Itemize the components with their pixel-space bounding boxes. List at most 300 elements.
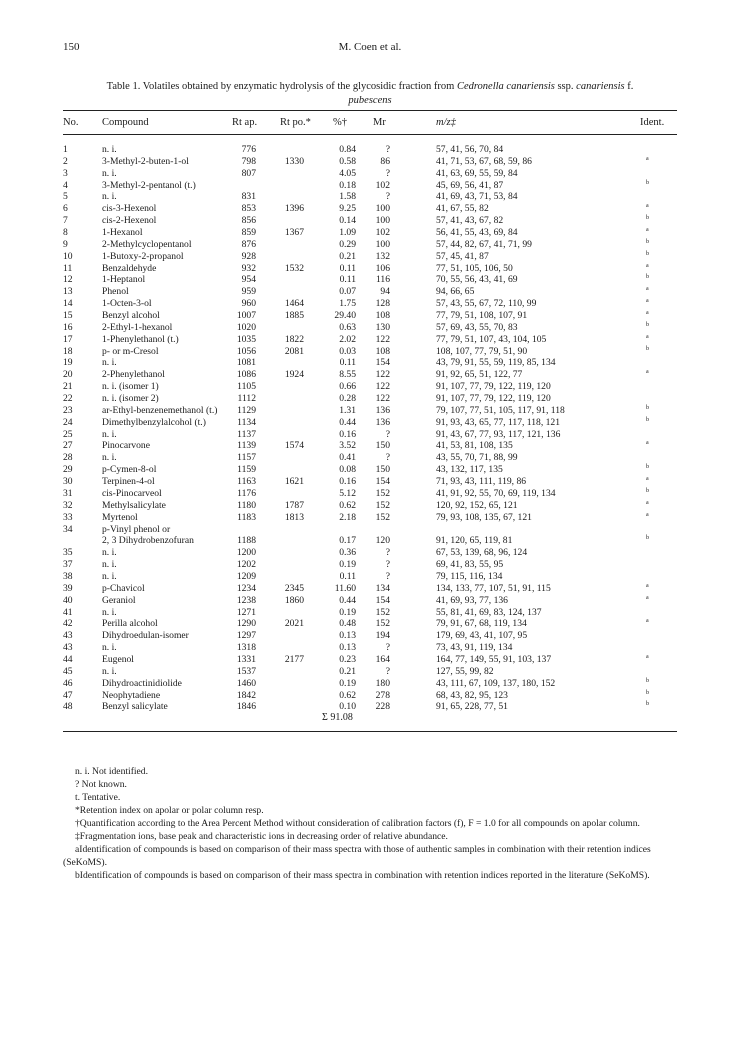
mz-ions: 43, 79, 91, 55, 59, 119, 85, 134	[436, 357, 556, 369]
compound-name: 1-Hexanol	[102, 227, 143, 239]
percent-value: 0.23	[339, 653, 356, 665]
compound-name: p-Vinyl phenol or	[102, 523, 171, 535]
rt-apolar: 1020	[236, 321, 256, 333]
mz-ions: 108, 107, 77, 79, 51, 90	[436, 345, 528, 357]
molecular-mass: 136	[375, 416, 390, 428]
molecular-mass: 128	[375, 298, 390, 310]
row-number: 6	[63, 203, 68, 215]
percent-value: 0.08	[339, 464, 356, 476]
col-compound: Compound	[102, 117, 149, 128]
ident-mark: a	[646, 369, 649, 376]
percent-value: 0.29	[339, 238, 356, 250]
mz-ions: 41, 63, 69, 55, 59, 84	[436, 167, 518, 179]
mz-ions: 41, 53, 81, 108, 135	[436, 440, 513, 452]
row-number: 34	[63, 523, 73, 535]
rt-polar: 1464	[284, 298, 304, 310]
rt-apolar: 1157	[237, 452, 256, 464]
rt-polar: 1396	[284, 203, 304, 215]
rt-apolar: 1139	[237, 440, 256, 452]
molecular-mass: 108	[375, 345, 390, 357]
compound-name: 1-Octen-3-ol	[102, 298, 152, 310]
compound-name: 3-Methyl-2-pentanol (t.)	[102, 179, 196, 191]
table-row	[0, 322, 740, 334]
molecular-mass: 180	[375, 677, 390, 689]
rt-polar: 1330	[284, 155, 304, 167]
table-row	[0, 357, 740, 369]
ident-mark: b	[646, 404, 649, 411]
col-mz: m/z‡	[436, 117, 456, 128]
molecular-mass: 94	[380, 286, 390, 298]
rt-apolar: 798	[241, 155, 256, 167]
row-number: 14	[63, 298, 73, 310]
table-row	[0, 203, 740, 215]
compound-name: 1-Heptanol	[102, 274, 146, 286]
percent-value: 0.18	[339, 179, 356, 191]
row-number: 13	[63, 286, 73, 298]
row-number: 40	[63, 594, 73, 606]
compound-name: n. i.	[102, 452, 117, 464]
mz-ions: 57, 41, 43, 67, 82	[436, 215, 504, 227]
ident-mark: b	[646, 701, 649, 708]
molecular-mass: ?	[385, 570, 390, 582]
ident-mark: b	[646, 238, 649, 245]
table-row	[0, 263, 740, 275]
rt-apolar: 1056	[236, 345, 256, 357]
mz-ions: 41, 69, 43, 71, 53, 84	[436, 191, 518, 203]
table-row	[0, 678, 740, 690]
molecular-mass: 152	[375, 499, 390, 511]
rt-apolar: 1238	[236, 594, 256, 606]
percent-value: 0.48	[339, 618, 356, 630]
mz-ions: 55, 81, 41, 69, 83, 124, 137	[436, 606, 542, 618]
rt-polar: 1787	[284, 499, 304, 511]
mz-ions: 57, 44, 82, 67, 41, 71, 99	[436, 238, 532, 250]
mz-ions: 70, 55, 56, 43, 41, 69	[436, 274, 518, 286]
row-number: 17	[63, 333, 73, 345]
percent-value: 29.40	[334, 310, 356, 322]
ident-mark: a	[646, 440, 649, 447]
rt-apolar: 853	[241, 203, 256, 215]
rt-apolar: 1297	[236, 630, 256, 642]
ident-mark: a	[646, 499, 649, 506]
compound-name: 2-Phenylethanol	[102, 369, 165, 381]
ident-mark: b	[646, 689, 649, 696]
caption-text-2: ssp.	[554, 81, 577, 92]
table-row	[0, 429, 740, 441]
caption-text-3: f.	[624, 81, 634, 92]
table-row	[0, 571, 740, 583]
ident-mark: b	[646, 321, 649, 328]
compound-name: n. i.	[102, 428, 117, 440]
percent-value: 0.63	[339, 321, 356, 333]
rt-polar: 1885	[284, 310, 304, 322]
table-row	[0, 595, 740, 607]
molecular-mass: 150	[375, 464, 390, 476]
compound-name: Eugenol	[102, 653, 134, 665]
row-number: 30	[63, 476, 73, 488]
percent-value: 1.09	[339, 227, 356, 239]
table-row	[0, 405, 740, 417]
rt-apolar: 1183	[237, 511, 256, 523]
molecular-mass: 152	[375, 511, 390, 523]
compound-name: n. i.	[102, 144, 117, 155]
ident-mark: a	[646, 262, 649, 269]
rt-polar: 1621	[284, 476, 304, 488]
ident-mark: b	[646, 274, 649, 281]
mz-ions: 43, 55, 70, 71, 88, 99	[436, 452, 518, 464]
rt-apolar: 1188	[237, 535, 256, 547]
row-number: 47	[63, 689, 73, 701]
percent-value: 0.36	[339, 547, 356, 559]
ident-mark: a	[646, 155, 649, 162]
footnote: n. i. Not identified.	[75, 766, 149, 777]
percent-value: 0.62	[339, 499, 356, 511]
caption-subspecies: canariensis	[576, 81, 625, 92]
caption-forma: pubescens	[348, 95, 392, 106]
compound-name: cis-2-Hexenol	[102, 215, 157, 227]
compound-name: n. i.	[102, 547, 117, 559]
mz-ions: 79, 107, 77, 51, 105, 117, 91, 118	[436, 404, 565, 416]
mz-ions: 69, 41, 83, 55, 95	[436, 559, 504, 571]
rt-polar: 1532	[284, 262, 304, 274]
mz-ions: 77, 79, 51, 108, 107, 91	[436, 310, 528, 322]
mz-ions: 91, 65, 228, 77, 51	[436, 701, 508, 713]
rt-apolar: 1202	[236, 559, 256, 571]
row-number: 46	[63, 677, 73, 689]
footnotes	[63, 765, 677, 882]
percent-value: 0.16	[339, 476, 356, 488]
compound-name: Neophytadiene	[102, 689, 161, 701]
table-row	[0, 642, 740, 654]
percent-value: 0.11	[339, 262, 356, 274]
mz-ions: 77, 51, 105, 106, 50	[436, 262, 513, 274]
percent-value: 0.03	[339, 345, 356, 357]
row-number: 2	[63, 155, 68, 167]
rt-apolar: 1209	[236, 570, 256, 582]
row-number: 38	[63, 570, 73, 582]
caption-text: Table 1. Volatiles obtained by enzymatic hydrolysis of the glycosidic fraction from	[106, 81, 457, 92]
molecular-mass: 86	[380, 155, 390, 167]
row-number: 8	[63, 227, 68, 239]
table-row	[0, 500, 740, 512]
table-row	[0, 535, 740, 547]
ident-mark: a	[646, 298, 649, 305]
row-number: 48	[63, 701, 73, 713]
molecular-mass: ?	[385, 665, 390, 677]
compound-name: 2-Methylcyclopentanol	[102, 238, 192, 250]
rt-apolar: 954	[241, 274, 256, 286]
row-number: 29	[63, 464, 73, 476]
molecular-mass: 120	[375, 535, 390, 547]
compound-name: Terpinen-4-ol	[102, 476, 155, 488]
compound-name: Perilla alcohol	[102, 618, 158, 630]
row-number: 1	[63, 144, 68, 155]
row-number: 27	[63, 440, 73, 452]
compound-name: p- or m-Cresol	[102, 345, 159, 357]
ident-mark: b	[646, 464, 649, 471]
rt-apolar: 1331	[236, 653, 256, 665]
col-no: No.	[63, 117, 79, 128]
compound-name: n. i.	[102, 167, 117, 179]
ident-mark: b	[646, 179, 649, 186]
table-row	[0, 452, 740, 464]
table-row	[0, 334, 740, 346]
rt-apolar: 1234	[236, 582, 256, 594]
row-number: 31	[63, 487, 73, 499]
row-number: 20	[63, 369, 73, 381]
rt-polar: 1924	[284, 369, 304, 381]
row-number: 12	[63, 274, 73, 286]
rt-apolar: 1271	[236, 606, 256, 618]
molecular-mass: 194	[375, 630, 390, 642]
rt-apolar: 1318	[236, 642, 256, 654]
mz-ions: 57, 45, 41, 87	[436, 250, 489, 262]
mz-ions: 73, 43, 91, 119, 134	[436, 642, 513, 654]
rt-apolar: 1846	[236, 701, 256, 713]
percent-value: 11.60	[334, 582, 356, 594]
molecular-mass: 228	[375, 701, 390, 713]
rt-apolar: 959	[241, 286, 256, 298]
row-number: 33	[63, 511, 73, 523]
compound-name: n. i.	[102, 642, 117, 654]
ident-mark: a	[646, 618, 649, 625]
footnote: ? Not known.	[75, 779, 127, 790]
rt-apolar: 859	[241, 227, 256, 239]
rt-apolar: 928	[241, 250, 256, 262]
rt-apolar: 960	[241, 298, 256, 310]
row-number: 43	[63, 642, 73, 654]
ident-mark: a	[646, 582, 649, 589]
table-row	[0, 191, 740, 203]
table-row	[0, 464, 740, 476]
row-number: 39	[63, 582, 73, 594]
mz-ions: 68, 43, 82, 95, 123	[436, 689, 508, 701]
table-row	[0, 168, 740, 180]
rt-apolar: 1105	[237, 381, 256, 393]
percent-value: 0.14	[339, 215, 356, 227]
ident-mark: b	[646, 345, 649, 352]
table-row	[0, 251, 740, 263]
table-row	[0, 239, 740, 251]
mz-ions: 79, 91, 67, 68, 119, 134	[436, 618, 527, 630]
ident-mark: b	[646, 677, 649, 684]
molecular-mass: 152	[375, 606, 390, 618]
ident-mark: b	[646, 250, 649, 257]
mz-ions: 91, 92, 65, 51, 122, 77	[436, 369, 523, 381]
mz-ions: 67, 53, 139, 68, 96, 124	[436, 547, 528, 559]
percent-value: 0.13	[339, 642, 356, 654]
percent-value: 0.19	[339, 559, 356, 571]
percent-value: 0.11	[339, 274, 356, 286]
rt-polar: 2177	[284, 653, 304, 665]
compound-name: Dihydroactinidiolide	[102, 677, 182, 689]
mz-ions: 79, 93, 108, 135, 67, 121	[436, 511, 532, 523]
percent-value: 2.02	[339, 333, 356, 345]
molecular-mass: 122	[375, 393, 390, 405]
table-row	[0, 144, 740, 156]
rt-apolar: 1163	[237, 476, 256, 488]
rt-apolar: 1537	[236, 665, 256, 677]
compound-name: p-Cymen-8-ol	[102, 464, 157, 476]
mz-ions: 45, 69, 56, 41, 87	[436, 179, 504, 191]
rt-apolar: 776	[241, 144, 256, 155]
footnote: aIdentification of compounds is based on comparison of their mass spectra with those of authentic samples in combination with their retention indices (SeKoMS).	[63, 844, 651, 868]
percent-value: 0.62	[339, 689, 356, 701]
table-row	[0, 286, 740, 298]
ident-mark: b	[646, 535, 649, 542]
ident-mark: a	[646, 594, 649, 601]
ident-mark: a	[646, 310, 649, 317]
table-top-rule	[63, 110, 677, 111]
row-number: 28	[63, 452, 73, 464]
row-number: 35	[63, 547, 73, 559]
percent-value: 2.18	[339, 511, 356, 523]
row-number: 15	[63, 310, 73, 322]
compound-name: n. i.	[102, 665, 117, 677]
mz-ions: 94, 66, 65	[436, 286, 475, 298]
footnote: ‡Fragmentation ions, base peak and characteristic ions in decreasing order of relative abundance.	[75, 831, 448, 842]
molecular-mass: 152	[375, 618, 390, 630]
row-number: 19	[63, 357, 73, 369]
rt-apolar: 1129	[237, 404, 256, 416]
row-number: 41	[63, 606, 73, 618]
row-number: 45	[63, 665, 73, 677]
percent-value: 0.84	[339, 144, 356, 155]
mz-ions: 41, 69, 93, 77, 136	[436, 594, 508, 606]
compound-name: cis-3-Hexenol	[102, 203, 157, 215]
percent-value: 0.11	[339, 357, 356, 369]
molecular-mass: 102	[375, 179, 390, 191]
table-row	[0, 227, 740, 239]
table-row	[0, 298, 740, 310]
mz-ions: 57, 41, 56, 70, 84	[436, 144, 504, 155]
molecular-mass: 154	[375, 594, 390, 606]
compound-name: Dimethylbenzylalcohol (t.)	[102, 416, 206, 428]
percent-value: 0.19	[339, 677, 356, 689]
rt-apolar: 1159	[237, 464, 256, 476]
mz-ions: 127, 55, 99, 82	[436, 665, 494, 677]
percent-value: 0.58	[339, 155, 356, 167]
percent-value: 0.44	[339, 594, 356, 606]
percent-value: 0.19	[339, 606, 356, 618]
molecular-mass: 154	[375, 357, 390, 369]
mz-ions: 91, 43, 67, 77, 93, 117, 121, 136	[436, 428, 561, 440]
table-row	[0, 512, 740, 524]
mz-ions: 43, 111, 67, 109, 137, 180, 152	[436, 677, 556, 689]
compound-name: n. i.	[102, 191, 117, 203]
compound-name: Dihydroedulan-isomer	[102, 630, 189, 642]
molecular-mass: 100	[375, 238, 390, 250]
molecular-mass: 102	[375, 227, 390, 239]
molecular-mass: 108	[375, 310, 390, 322]
col-rt-ap: Rt ap.	[232, 117, 258, 128]
molecular-mass: 164	[375, 653, 390, 665]
percent-value: 0.11	[339, 570, 356, 582]
row-number: 44	[63, 653, 73, 665]
compound-name: cis-Pinocarveol	[102, 487, 162, 499]
compound-name: Benzaldehyde	[102, 262, 157, 274]
percent-value: 0.16	[339, 428, 356, 440]
molecular-mass: 100	[375, 215, 390, 227]
table-body	[0, 144, 740, 713]
percent-value: 0.13	[339, 630, 356, 642]
percent-value: 0.44	[339, 416, 356, 428]
molecular-mass: 136	[375, 404, 390, 416]
table-row	[0, 583, 740, 595]
row-number: 22	[63, 393, 73, 405]
running-title: M. Coen et al.	[338, 41, 402, 53]
mz-ions: 134, 133, 77, 107, 51, 91, 115	[436, 582, 551, 594]
table-row	[0, 654, 740, 666]
mz-ions: 91, 120, 65, 119, 81	[436, 535, 513, 547]
row-number: 4	[63, 179, 68, 191]
rt-apolar: 1137	[237, 428, 256, 440]
rt-apolar: 1112	[237, 393, 256, 405]
row-number: 23	[63, 404, 73, 416]
row-number: 42	[63, 618, 73, 630]
rt-polar: 2345	[284, 582, 304, 594]
rt-polar: 2081	[284, 345, 304, 357]
rt-apolar: 932	[241, 262, 256, 274]
molecular-mass: ?	[385, 428, 390, 440]
compound-name: Myrtenol	[102, 511, 138, 523]
mz-ions: 57, 69, 43, 55, 70, 83	[436, 321, 518, 333]
compound-name: p-Chavicol	[102, 582, 145, 594]
rt-polar: 1367	[284, 227, 304, 239]
table-row	[0, 369, 740, 381]
percent-value: 1.31	[339, 404, 356, 416]
table-row	[0, 618, 740, 630]
rt-apolar: 876	[241, 238, 256, 250]
col-ident: Ident.	[640, 117, 665, 128]
mz-ions: 43, 132, 117, 135	[436, 464, 503, 476]
col-rt-po: Rt po.*	[280, 117, 311, 128]
footnote: t. Tentative.	[75, 792, 121, 803]
ident-mark: a	[646, 333, 649, 340]
table-row	[0, 310, 740, 322]
compound-name: Benzyl alcohol	[102, 310, 160, 322]
row-number: 9	[63, 238, 68, 250]
compound-name: n. i. (isomer 1)	[102, 381, 159, 393]
molecular-mass: ?	[385, 642, 390, 654]
percent-value: 0.41	[339, 452, 356, 464]
table-caption	[63, 80, 677, 108]
rt-apolar: 1007	[236, 310, 256, 322]
ident-mark: a	[646, 286, 649, 293]
rt-polar: 1822	[284, 333, 304, 345]
molecular-mass: 100	[375, 203, 390, 215]
table-header-rule	[63, 134, 677, 135]
col-percent: %†	[333, 117, 347, 128]
compound-name: n. i. (isomer 2)	[102, 393, 159, 405]
percent-value: 8.55	[339, 369, 356, 381]
caption-species: Cedronella canariensis	[456, 81, 555, 92]
compound-name: Geraniol	[102, 594, 136, 606]
table-row	[0, 381, 740, 393]
compound-name: 2-Ethyl-1-hexanol	[102, 321, 173, 333]
table-row	[0, 488, 740, 500]
percent-value: 9.25	[339, 203, 356, 215]
row-number: 11	[63, 262, 73, 274]
molecular-mass: 134	[375, 582, 390, 594]
percent-value: 0.17	[339, 535, 356, 547]
compound-name: 3-Methyl-2-buten-1-ol	[102, 155, 189, 167]
molecular-mass: ?	[385, 191, 390, 203]
page-number: 150	[63, 41, 80, 53]
percent-value: 3.52	[339, 440, 356, 452]
ident-mark: b	[646, 416, 649, 423]
rt-apolar: 856	[241, 215, 256, 227]
